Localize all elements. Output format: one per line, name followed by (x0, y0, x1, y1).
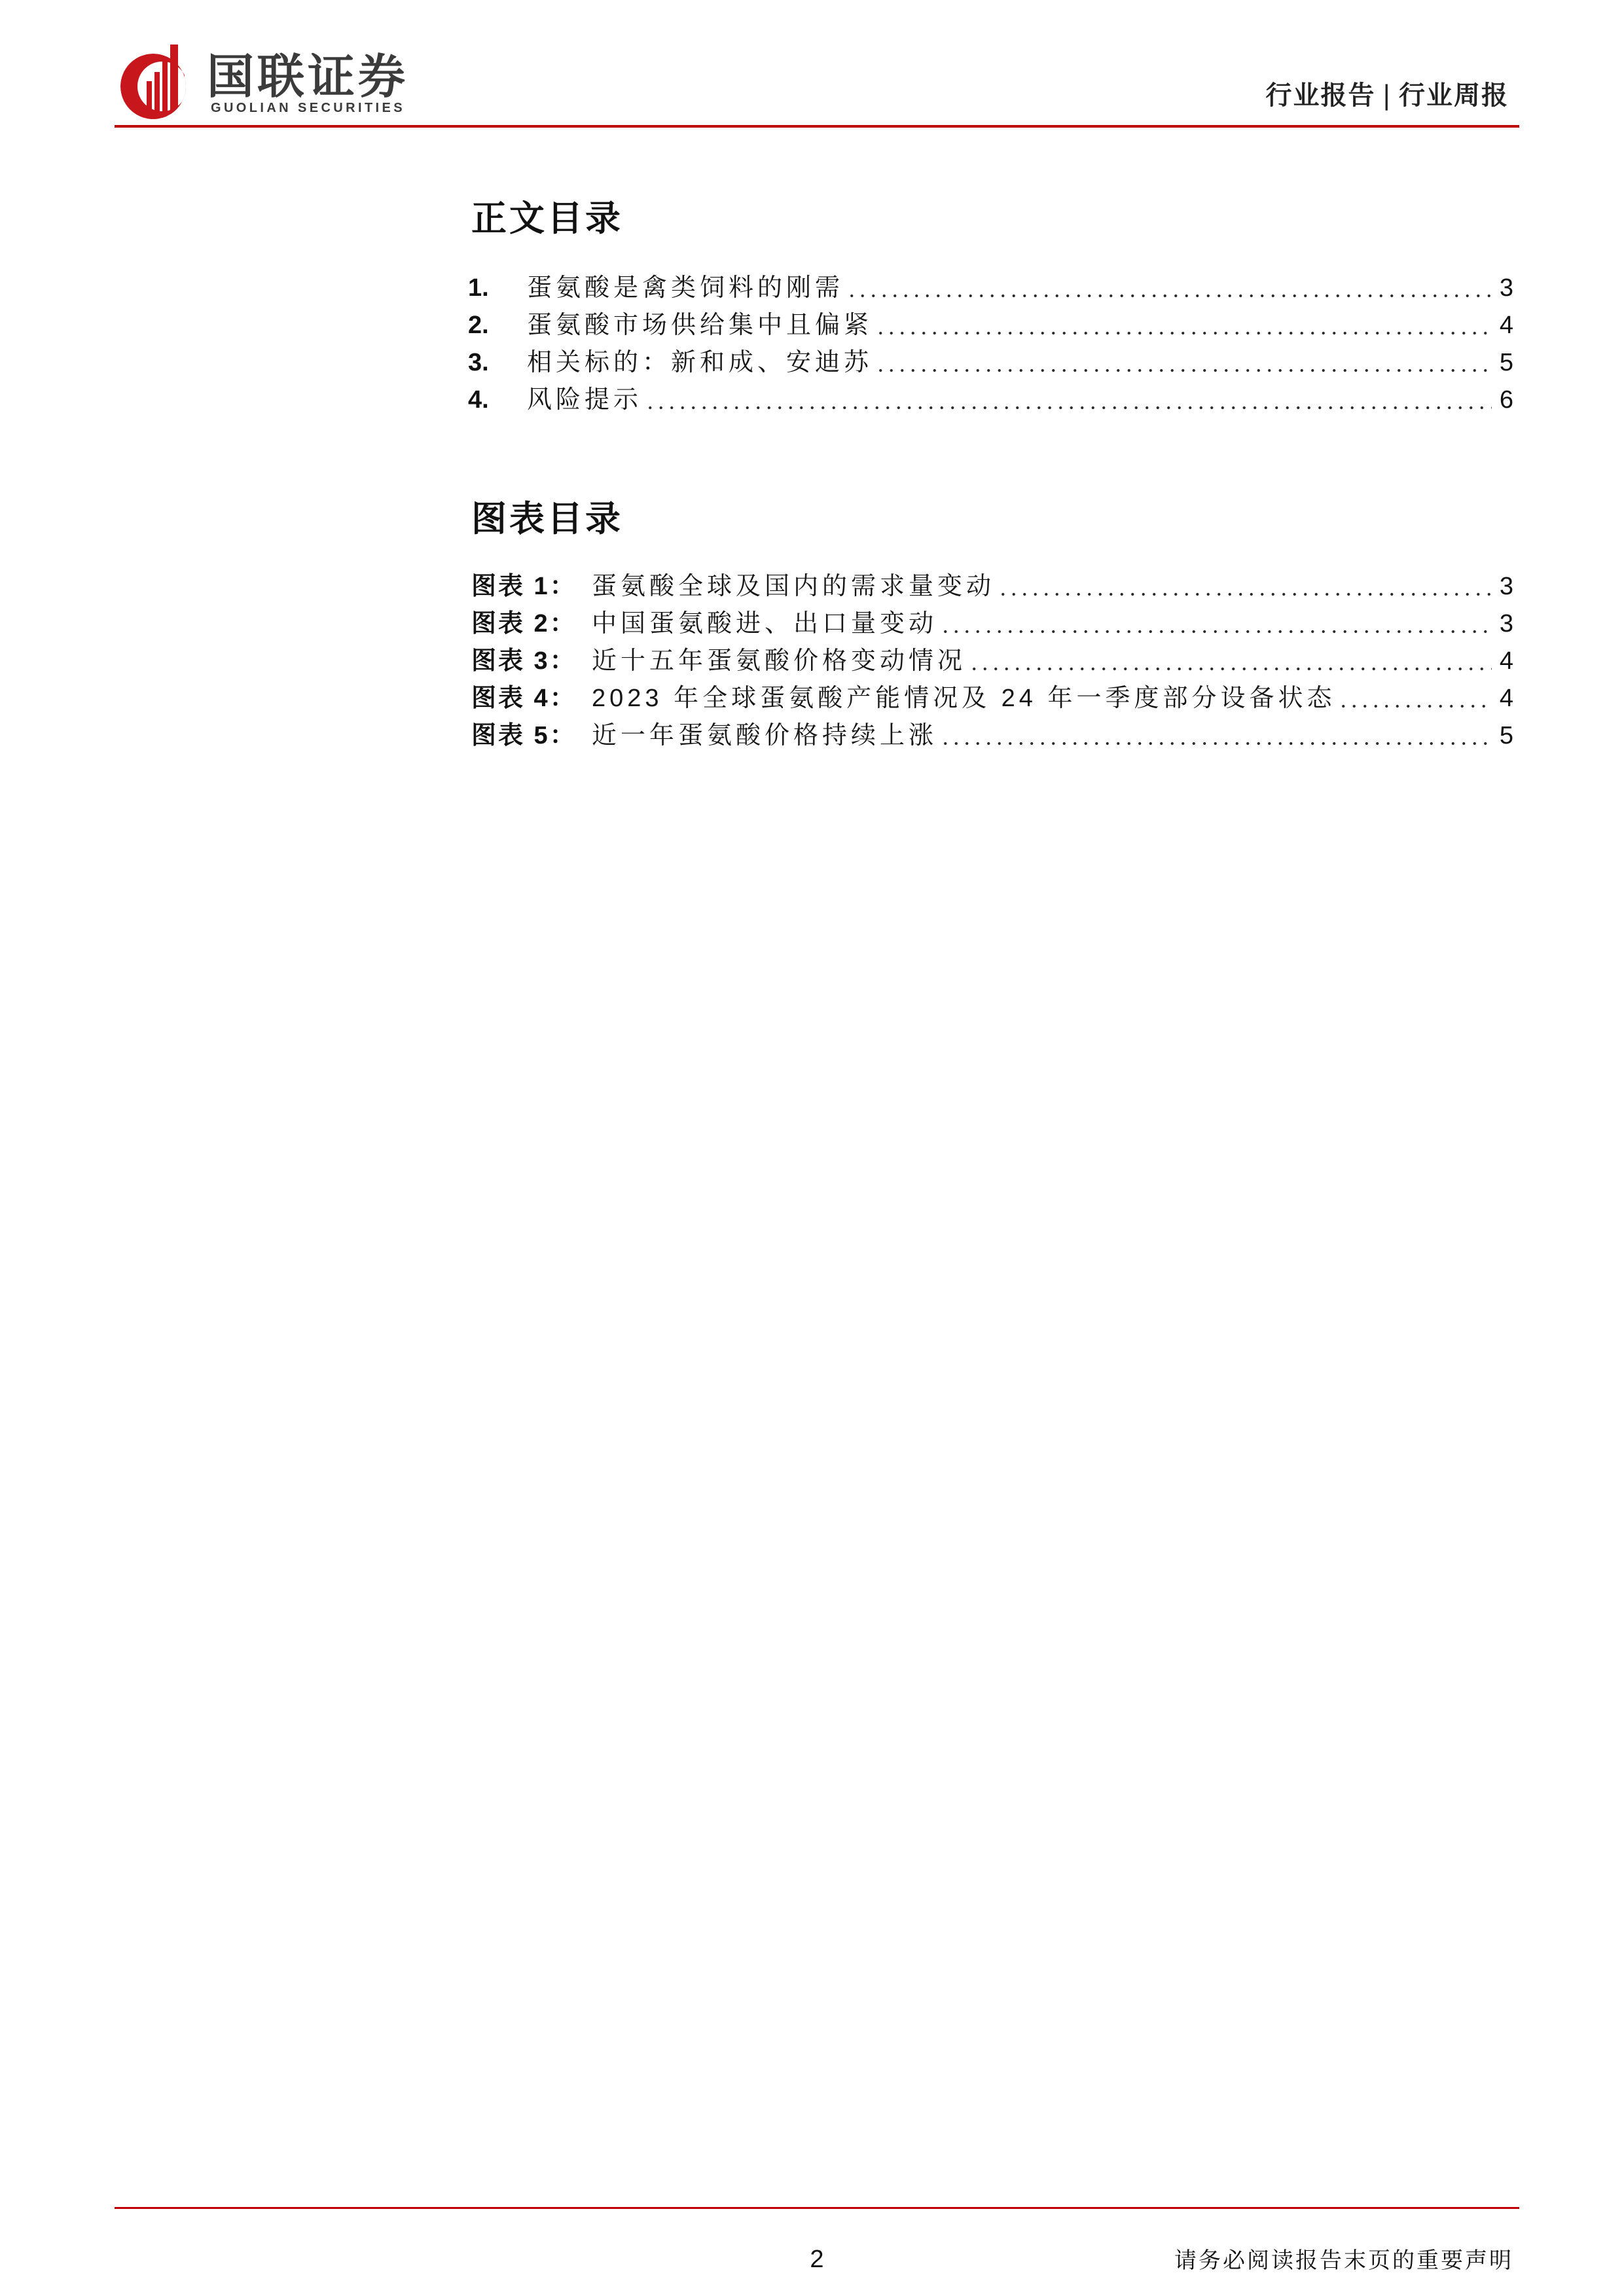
brand-name-cn: 国联证券 (207, 49, 409, 104)
toc-item[interactable] (468, 307, 1513, 344)
dot-leader (875, 307, 1492, 344)
header-separator: | (1382, 81, 1392, 111)
toc-item-number: 2. (468, 312, 489, 339)
toc-item[interactable] (468, 270, 1513, 307)
figure-item-label: 图表 5： (471, 722, 577, 749)
dot-leader (998, 568, 1492, 605)
figure-index-title: 图表目录 (471, 497, 623, 539)
figure-index-item[interactable] (471, 568, 1513, 605)
header-divider (115, 125, 1519, 128)
figure-item-label: 图表 3： (471, 647, 577, 675)
toc-item-text: 风险提示 (527, 386, 643, 414)
figure-index-list (471, 568, 1513, 755)
dot-leader (846, 270, 1492, 307)
dot-leader (969, 643, 1492, 680)
figure-index-item[interactable] (471, 717, 1513, 755)
figure-index-item[interactable] (471, 680, 1513, 717)
figure-item-label: 图表 1： (471, 573, 577, 600)
figure-item-page: 3 (1499, 573, 1513, 600)
toc-item-page: 5 (1499, 349, 1513, 376)
figure-item-text: 蛋氨酸全球及国内的需求量变动 (592, 573, 996, 600)
dot-leader (875, 344, 1492, 382)
toc-item[interactable] (468, 382, 1513, 419)
figure-item-text: 近十五年蛋氨酸价格变动情况 (592, 647, 967, 675)
figure-item-text: 2023 年全球蛋氨酸产能情况及 24 年一季度部分设备状态 (592, 685, 1336, 712)
report-subtype: 行业周报 (1399, 81, 1509, 111)
toc-item-page: 3 (1499, 274, 1513, 302)
toc-item-number: 3. (468, 349, 489, 376)
footer-divider (115, 2207, 1519, 2209)
toc-item-page: 4 (1499, 312, 1513, 339)
figure-item-label: 图表 4： (471, 685, 577, 712)
toc-title: 正文目录 (471, 197, 623, 239)
report-type-header (1266, 77, 1509, 114)
page-number: 2 (810, 2246, 824, 2273)
figure-item-text: 近一年蛋氨酸价格持续上涨 (592, 722, 938, 749)
figure-index-item[interactable] (471, 643, 1513, 680)
toc-item-text: 蛋氨酸市场供给集中且偏紧 (527, 312, 873, 339)
figure-item-page: 4 (1499, 647, 1513, 675)
footer-disclaimer: 请务必阅读报告末页的重要声明 (1174, 2248, 1513, 2274)
figure-index-item[interactable] (471, 605, 1513, 643)
toc-item-number: 1. (468, 274, 489, 302)
figure-item-label: 图表 2： (471, 610, 577, 637)
figure-item-page: 4 (1499, 685, 1513, 712)
brand-name-en: GUOLIAN SECURITIES (211, 101, 405, 115)
dot-leader (940, 605, 1492, 643)
dot-leader (1338, 680, 1491, 717)
toc-item[interactable] (468, 344, 1513, 382)
toc-list (468, 270, 1513, 419)
toc-item-text: 蛋氨酸是禽类饲料的刚需 (527, 274, 844, 302)
toc-item-page: 6 (1499, 386, 1513, 414)
dot-leader (645, 382, 1492, 419)
toc-item-text: 相关标的：新和成、安迪苏 (527, 349, 873, 376)
toc-item-number: 4. (468, 386, 489, 414)
dot-leader (940, 717, 1492, 755)
figure-item-page: 5 (1499, 722, 1513, 749)
figure-item-page: 3 (1499, 610, 1513, 637)
report-category: 行业报告 (1265, 81, 1376, 111)
brand-wordmark (207, 49, 409, 115)
guolian-logo-icon (119, 43, 190, 120)
figure-item-text: 中国蛋氨酸进、出口量变动 (592, 610, 938, 637)
